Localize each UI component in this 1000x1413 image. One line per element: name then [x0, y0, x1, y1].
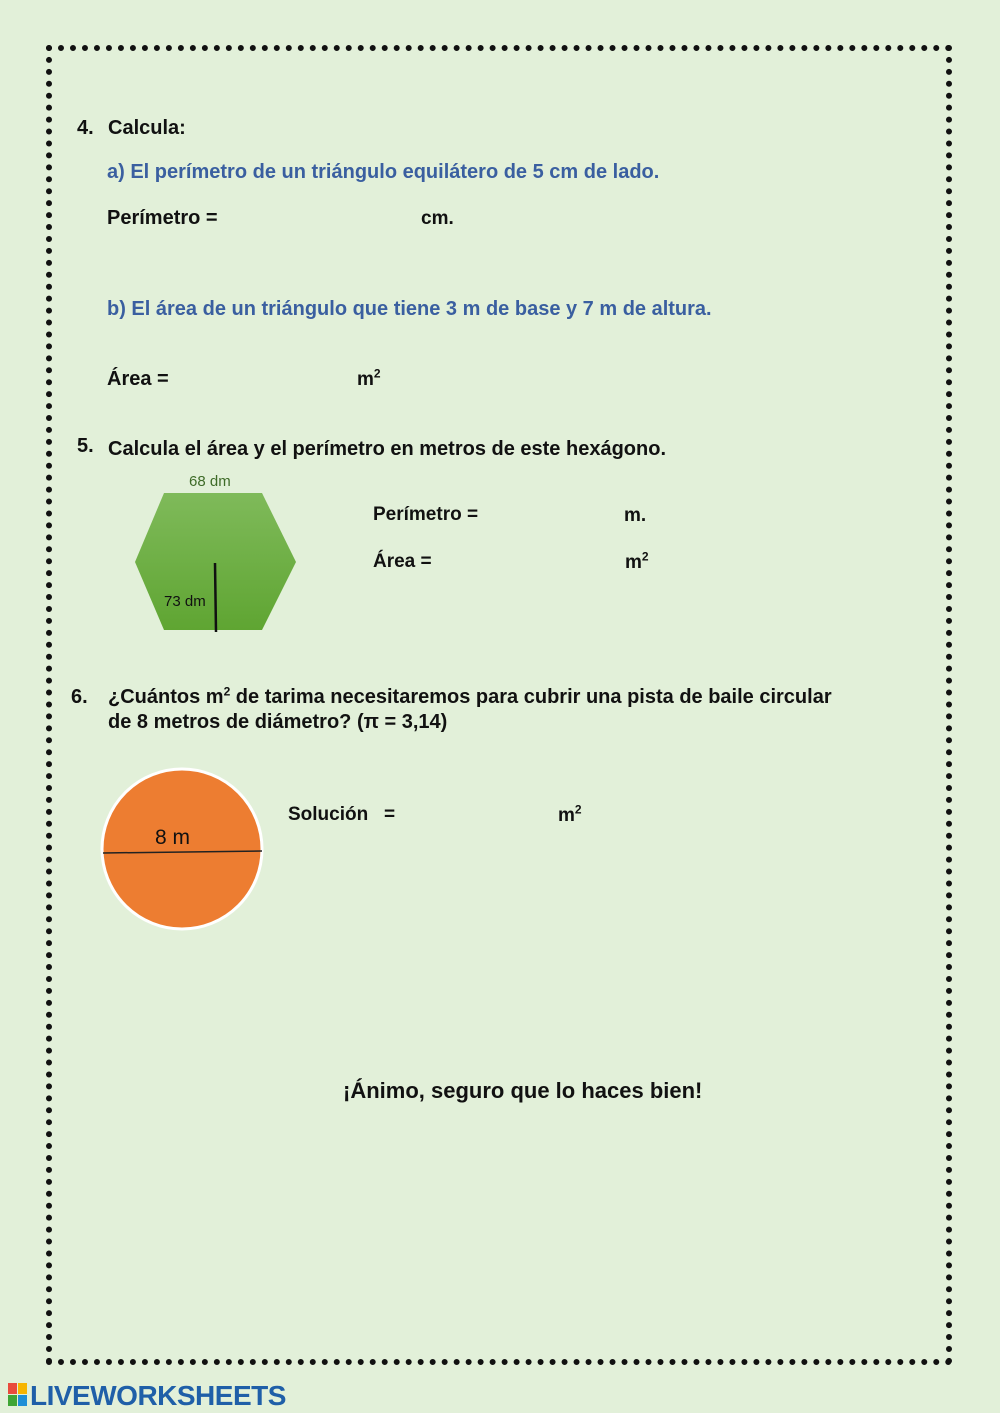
- q5-perimeter-unit: m.: [624, 505, 647, 526]
- q4-area-label: Área =: [107, 368, 169, 390]
- hexagon-apothem-label: 73 dm: [164, 593, 206, 610]
- q5-area-label: Área =: [373, 551, 432, 572]
- hexagon-side-label: 68 dm: [189, 473, 231, 490]
- q5-area-answer-input[interactable]: [445, 547, 619, 577]
- q5-number: 5.: [77, 435, 94, 457]
- q4-b-text: b) El área de un triángulo que tiene 3 m de base y 7 m de altura.: [107, 298, 712, 320]
- q4-perimeter-unit: cm.: [421, 208, 454, 229]
- q4-number: 4.: [77, 117, 94, 139]
- q6-line1: ¿Cuántos $m^2$ de tarima necesitaremos para cubrir una pista de baile circular: [108, 684, 832, 708]
- q5-perimeter-answer-input[interactable]: [495, 500, 619, 530]
- q5-title: Calcula el área y el perímetro en metros de este hexágono.: [108, 438, 666, 460]
- q5-area-unit: $m^2$: [625, 549, 649, 573]
- liveworksheets-logo: [8, 1380, 286, 1412]
- q5-perimeter-label: Perímetro =: [373, 504, 479, 525]
- liveworksheets-badge-icon: [8, 1383, 28, 1407]
- q4-perimeter-label: Perímetro =: [107, 207, 218, 229]
- liveworksheets-brand-text: LIVEWORKSHEETS: [30, 1380, 286, 1411]
- q6-solution-unit: $m^2$: [558, 802, 582, 826]
- hexagon-figure: [130, 485, 305, 640]
- q4-area-unit: $m^2$: [357, 366, 381, 390]
- apothem-line: [215, 563, 216, 632]
- circle-diameter-label: 8 m: [155, 826, 191, 849]
- q4-a-text: a) El perímetro de un triángulo equilátero de 5 cm de lado.: [107, 161, 660, 183]
- closing-message: ¡Ánimo, seguro que lo haces bien!: [343, 1078, 703, 1103]
- q6-solution-answer-input[interactable]: [412, 800, 551, 830]
- q6-solution-label: Solución =: [288, 804, 396, 825]
- q6-line2: de 8 metros de diámetro? (π = 3,14): [108, 711, 448, 733]
- q4-title: Calcula:: [108, 117, 186, 139]
- q4-area-answer-input[interactable]: [185, 364, 349, 394]
- q4-perimeter-answer-input[interactable]: [240, 203, 414, 233]
- q6-number: 6.: [71, 686, 88, 708]
